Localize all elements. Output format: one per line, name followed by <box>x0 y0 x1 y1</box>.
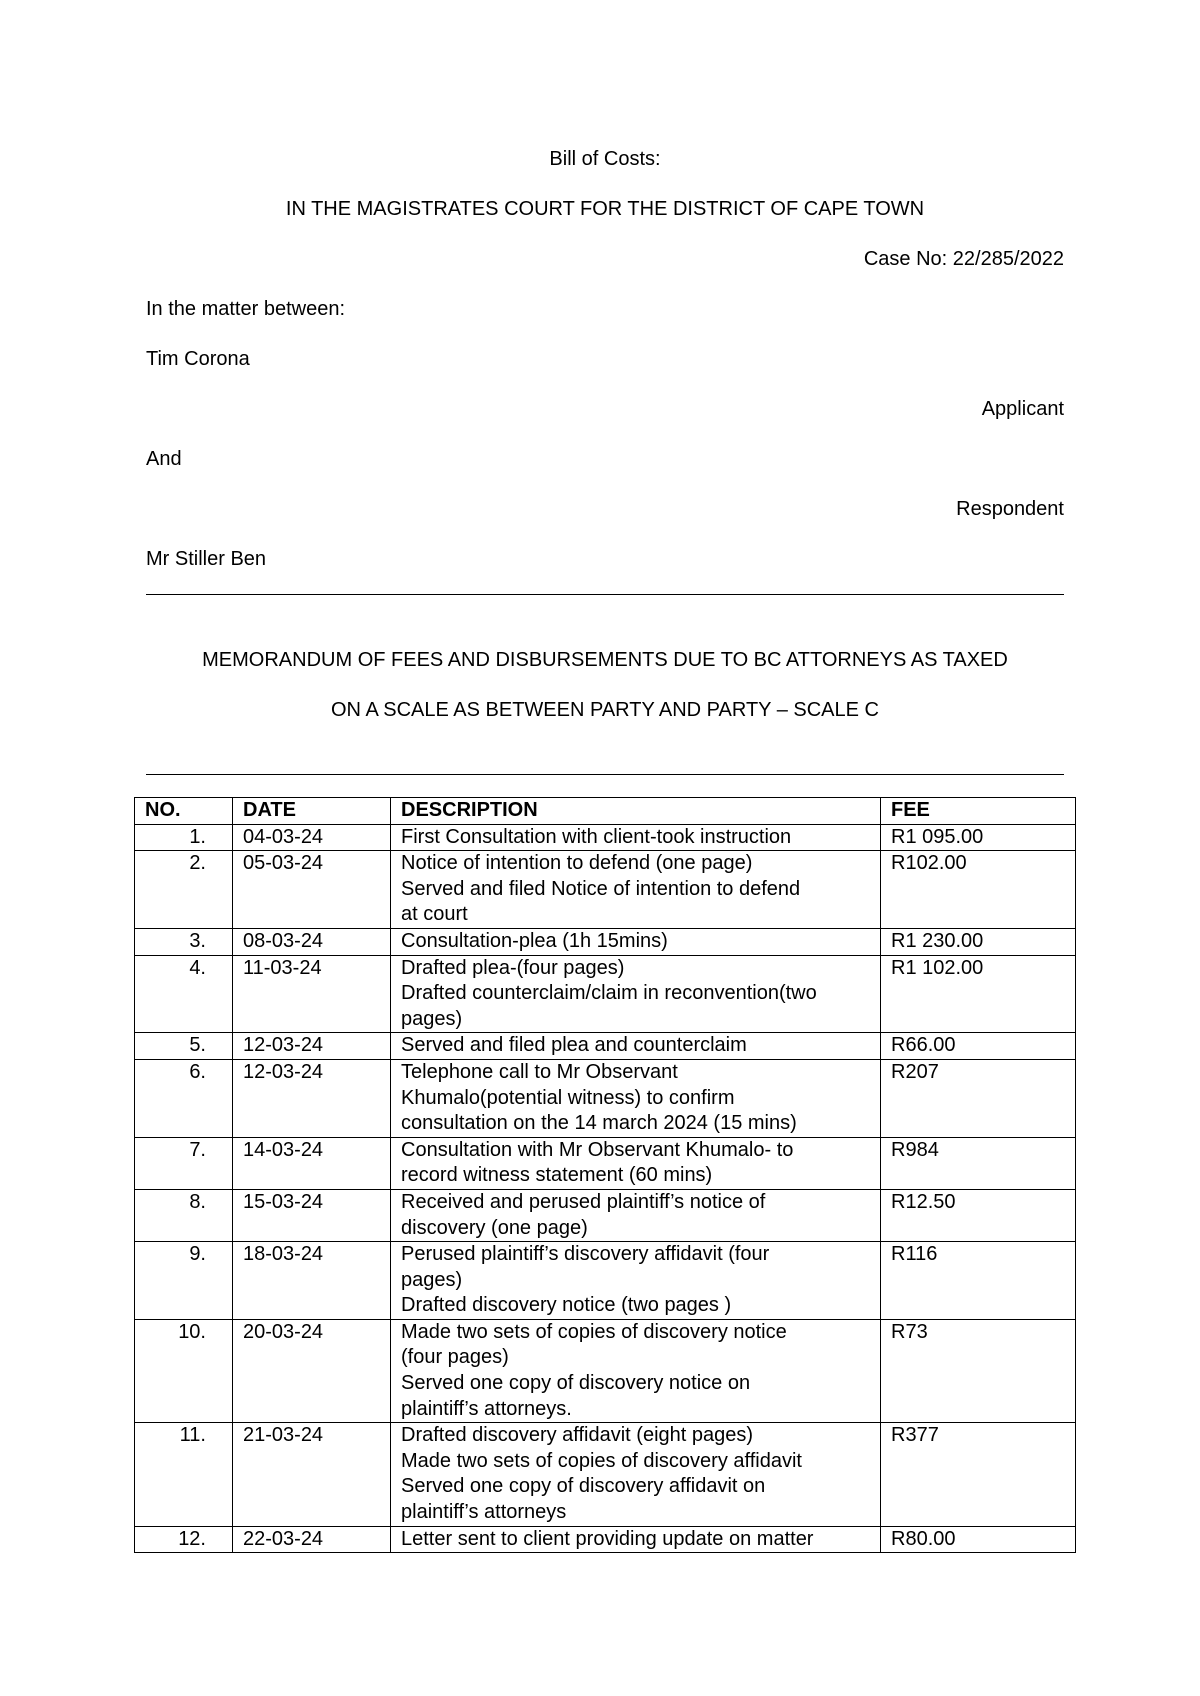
description-line: Drafted discovery notice (two pages ) <box>401 1294 732 1317</box>
row-number: 3. <box>135 928 233 955</box>
description-line: Drafted discovery affidavit (eight pages) <box>401 1424 754 1447</box>
row-description <box>391 1033 881 1060</box>
respondent-name: Mr Stiller Ben <box>146 548 267 570</box>
fees-table-body <box>135 824 1076 1553</box>
row-fee: R116 <box>881 1242 1076 1320</box>
memo-heading-line2: ON A SCALE AS BETWEEN PARTY AND PARTY – SCALE C <box>331 699 879 721</box>
description-line: pages) <box>401 1007 463 1030</box>
description-line: Served and filed plea and counterclaim <box>401 1034 747 1057</box>
table-row <box>135 928 1076 955</box>
row-date: 15-03-24 <box>233 1189 391 1241</box>
row-date: 12-03-24 <box>233 1059 391 1137</box>
description-line: Telephone call to Mr Observant <box>401 1060 678 1083</box>
row-number: 5. <box>135 1033 233 1060</box>
description-line: Consultation with Mr Observant Khumalo- to <box>401 1138 794 1161</box>
row-fee: R12.50 <box>881 1189 1076 1241</box>
row-description <box>391 955 881 1033</box>
description-line: Served one copy of discovery affidavit on <box>401 1475 766 1498</box>
description-line: plaintiff’s attorneys <box>401 1501 567 1524</box>
row-number: 1. <box>135 824 233 851</box>
table-row <box>135 1242 1076 1320</box>
row-description <box>391 1423 881 1526</box>
row-date: 21-03-24 <box>233 1423 391 1526</box>
table-row <box>135 1423 1076 1526</box>
row-description <box>391 851 881 929</box>
table-row <box>135 851 1076 929</box>
and-label: And <box>146 448 182 470</box>
fees-table <box>134 797 1076 1553</box>
description-line: Notice of intention to defend (one page) <box>401 852 753 875</box>
row-number: 10. <box>135 1319 233 1422</box>
description-line: consultation on the 14 march 2024 (15 mins) <box>401 1112 797 1135</box>
row-date: 20-03-24 <box>233 1319 391 1422</box>
row-fee: R984 <box>881 1137 1076 1189</box>
case-number: Case No: 22/285/2022 <box>863 248 1064 270</box>
row-date: 05-03-24 <box>233 851 391 929</box>
description-line: (four pages) <box>401 1346 509 1369</box>
row-description <box>391 1189 881 1241</box>
row-description <box>391 1526 881 1553</box>
description-line: Drafted plea-(four pages) <box>401 956 625 979</box>
row-date: 04-03-24 <box>233 824 391 851</box>
description-line: Khumalo(potential witness) to confirm <box>401 1086 735 1109</box>
court-name: IN THE MAGISTRATES COURT FOR THE DISTRICT OF CAPE TOWN <box>285 198 925 220</box>
row-number: 4. <box>135 955 233 1033</box>
row-date: 08-03-24 <box>233 928 391 955</box>
row-description <box>391 824 881 851</box>
row-fee: R377 <box>881 1423 1076 1526</box>
row-fee: R1 230.00 <box>881 928 1076 955</box>
table-header-row <box>135 798 1076 825</box>
table-row <box>135 1059 1076 1137</box>
matter-between-label: In the matter between: <box>146 298 346 320</box>
description-line: Received and perused plaintiff’s notice of <box>401 1190 766 1213</box>
applicant-name: Tim Corona <box>146 348 250 370</box>
row-description <box>391 1242 881 1320</box>
row-number: 11. <box>135 1423 233 1526</box>
row-fee: R73 <box>881 1319 1076 1422</box>
column-header-date: DATE <box>233 798 391 825</box>
row-date: 14-03-24 <box>233 1137 391 1189</box>
table-row <box>135 1319 1076 1422</box>
description-line: Consultation-plea (1h 15mins) <box>401 929 668 952</box>
respondent-label: Respondent <box>956 498 1064 520</box>
row-description <box>391 1137 881 1189</box>
row-number: 12. <box>135 1526 233 1553</box>
table-row <box>135 1189 1076 1241</box>
row-fee: R102.00 <box>881 851 1076 929</box>
row-date: 11-03-24 <box>233 955 391 1033</box>
description-line: pages) <box>401 1268 463 1291</box>
row-fee: R1 095.00 <box>881 824 1076 851</box>
table-row <box>135 955 1076 1033</box>
row-date: 18-03-24 <box>233 1242 391 1320</box>
divider-bottom <box>146 774 1064 775</box>
row-description <box>391 1319 881 1422</box>
document-title: Bill of Costs: <box>549 148 661 170</box>
column-header-no: NO. <box>135 798 233 825</box>
row-fee: R80.00 <box>881 1526 1076 1553</box>
column-header-fee: FEE <box>881 798 1076 825</box>
description-line: Made two sets of copies of discovery affidavit <box>401 1449 802 1472</box>
description-line: plaintiff’s attorneys. <box>401 1397 572 1420</box>
description-line: record witness statement (60 mins) <box>401 1164 713 1187</box>
row-fee: R1 102.00 <box>881 955 1076 1033</box>
memo-heading-line1: MEMORANDUM OF FEES AND DISBURSEMENTS DUE TO BC ATTORNEYS AS TAXED <box>202 649 1008 671</box>
row-number: 8. <box>135 1189 233 1241</box>
description-line: Perused plaintiff’s discovery affidavit (four <box>401 1243 770 1266</box>
description-line: discovery (one page) <box>401 1216 588 1239</box>
row-date: 12-03-24 <box>233 1033 391 1060</box>
description-line: Served and filed Notice of intention to defend <box>401 877 801 900</box>
row-date: 22-03-24 <box>233 1526 391 1553</box>
table-row <box>135 824 1076 851</box>
applicant-label: Applicant <box>981 398 1064 420</box>
description-line: First Consultation with client-took instruction <box>401 825 792 848</box>
description-line: Letter sent to client providing update on matter <box>401 1527 814 1550</box>
table-row <box>135 1033 1076 1060</box>
row-fee: R207 <box>881 1059 1076 1137</box>
row-description <box>391 928 881 955</box>
row-fee: R66.00 <box>881 1033 1076 1060</box>
column-header-description: DESCRIPTION <box>391 798 881 825</box>
table-row <box>135 1137 1076 1189</box>
row-number: 6. <box>135 1059 233 1137</box>
description-line: at court <box>401 903 468 926</box>
divider-top <box>146 594 1064 595</box>
row-number: 9. <box>135 1242 233 1320</box>
description-line: Served one copy of discovery notice on <box>401 1372 751 1395</box>
description-line: Made two sets of copies of discovery notice <box>401 1320 787 1343</box>
row-description <box>391 1059 881 1137</box>
description-line: Drafted counterclaim/claim in reconvention(two <box>401 982 817 1005</box>
row-number: 2. <box>135 851 233 929</box>
row-number: 7. <box>135 1137 233 1189</box>
table-row <box>135 1526 1076 1553</box>
